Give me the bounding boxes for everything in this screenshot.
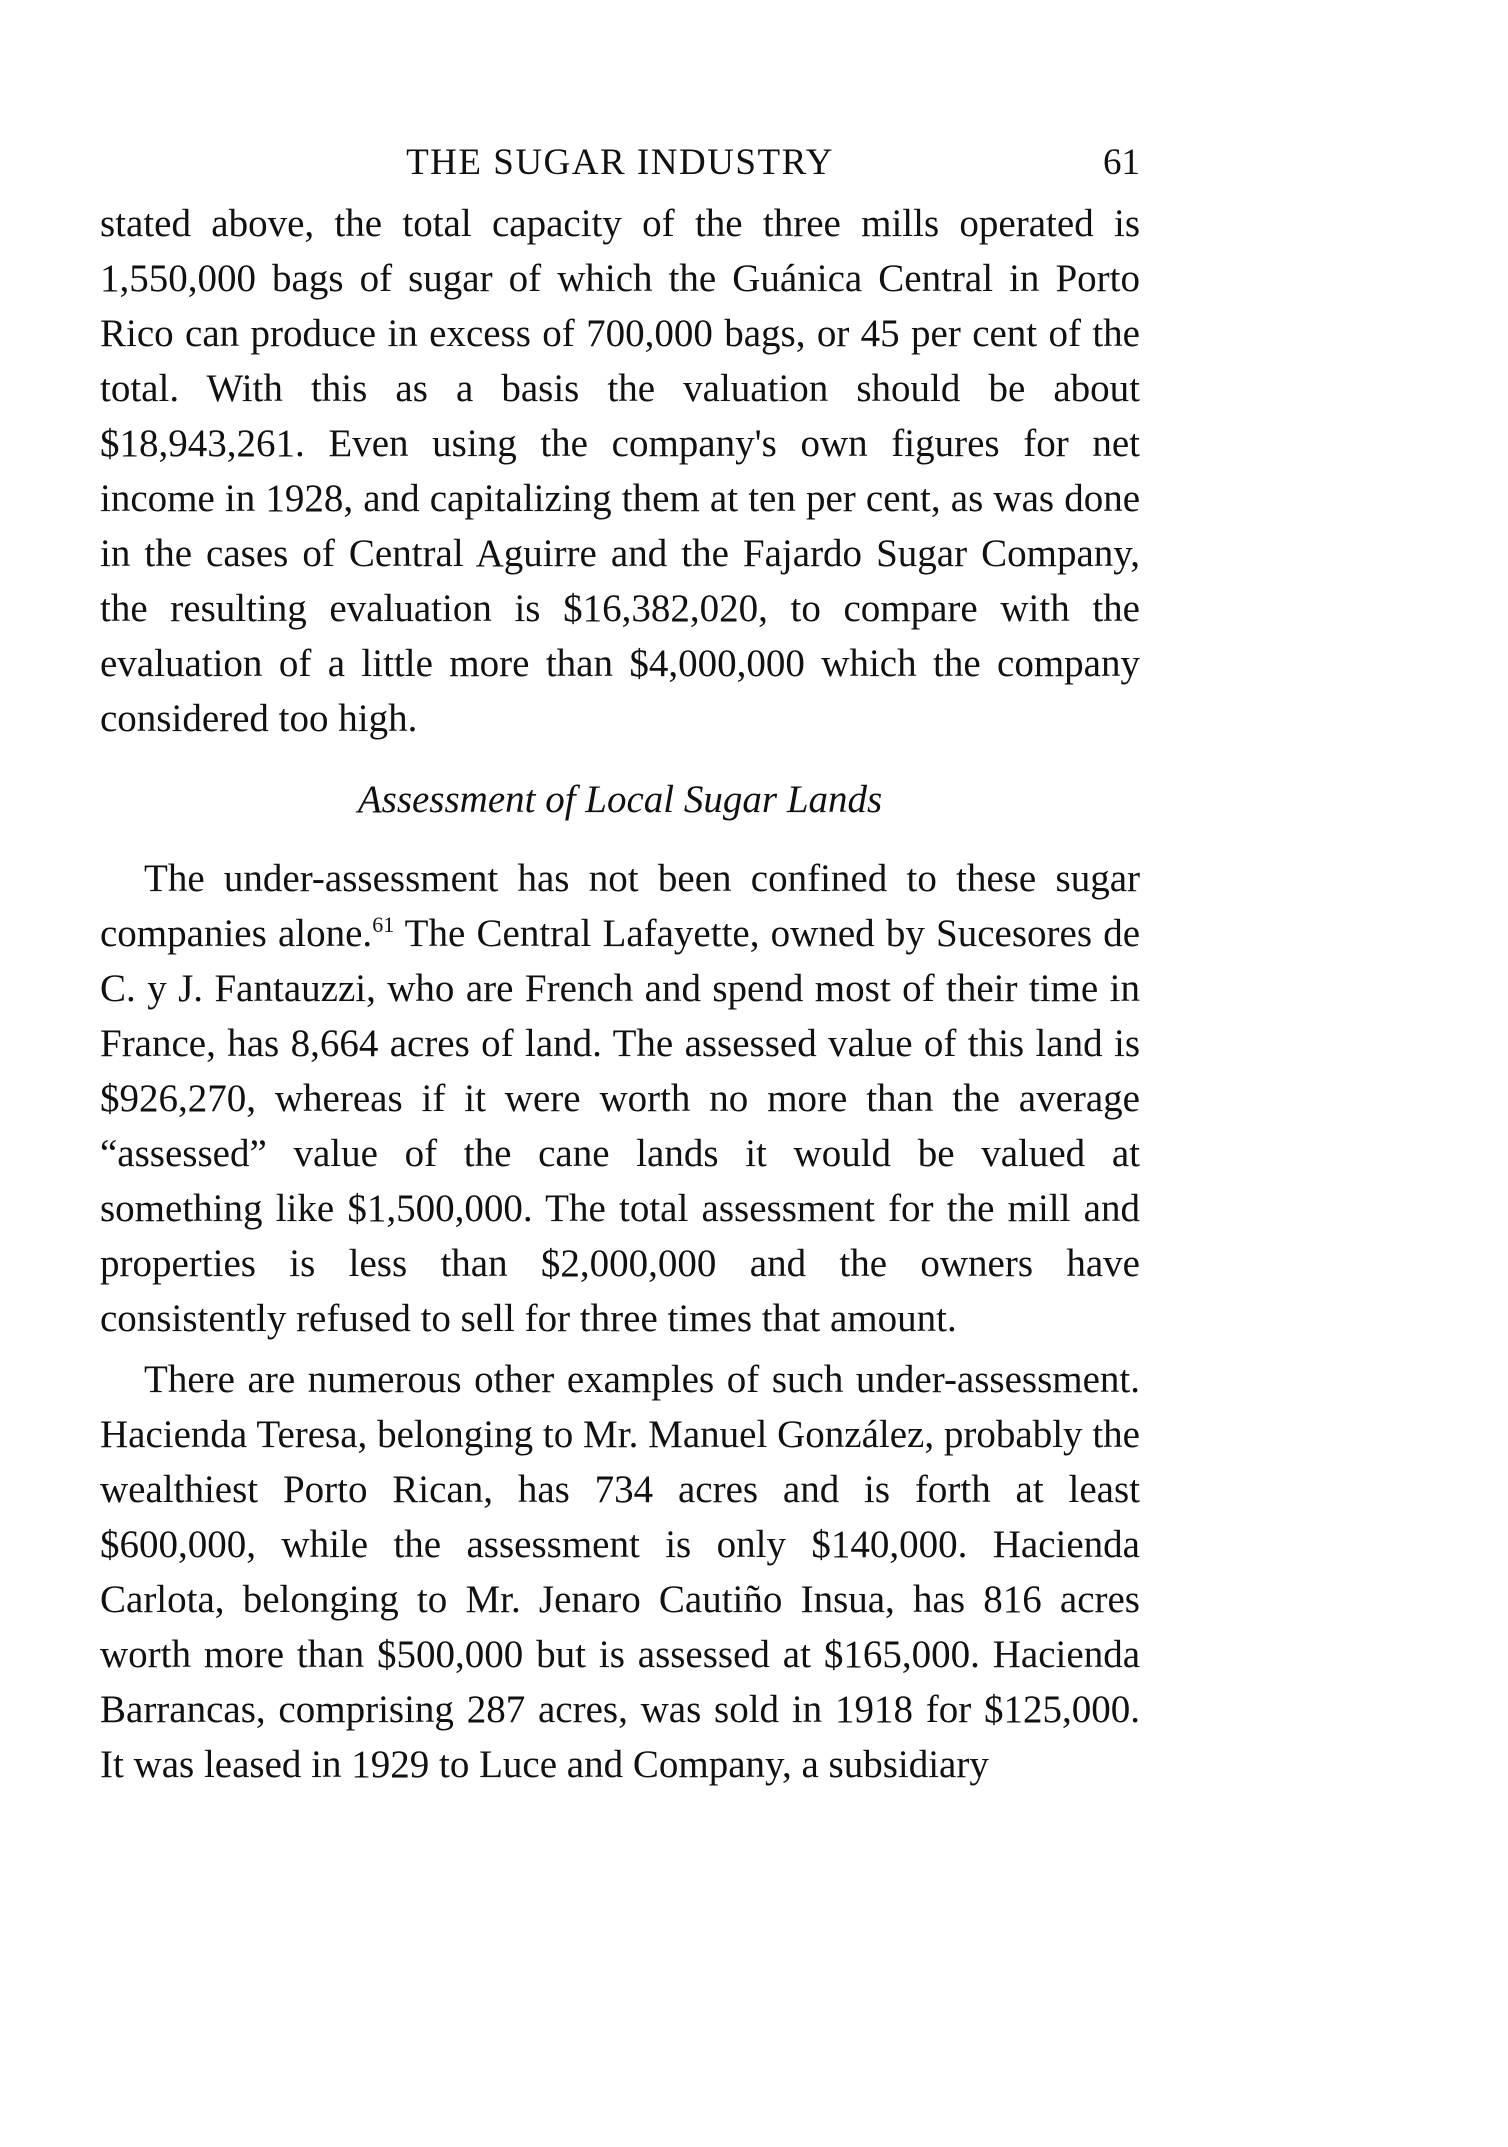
section-heading: Assessment of Local Sugar Lands [357,778,883,821]
paragraph-under-assessment [100,851,1140,1346]
paragraph-text-after-note: The Central Lafayette, owned by Sucesores de C. y J. Fantauzzi, who are French and spend most of their time in France, has 8,664 acres of land. The assessed value of this land is $926,270, whereas if it were worth no more than the average “assessed” value of the cane lands it would be valued at something like $1,500,000. The total assessment for the mill and properties is less than $2,000,000 and the owners have consistently refused to sell for three times that amount. [100,912,1141,1340]
paragraph-other-examples: There are numerous other examples of such under-assessment. Hacienda Teresa, belonging to Mr. Manuel González, probably the wealthiest Porto Rican, has 734 acres and is forth at least $600,000, while the assessment is only $140,000. Hacienda Carlota, belonging to Mr. Jenaro Cautiño Insua, has 816 acres worth more than $500,000 but is assessed at $165,000. Hacienda Barrancas, comprising 287 acres, was sold in 1918 for $125,000. It was leased in 1929 to Luce and Company, a subsidiary [100,1358,1140,1786]
running-head [100,140,1140,186]
page-number: 61 [1103,142,1140,183]
paragraph-continued: stated above, the total capacity of the three mills operated is 1,550,000 bags of sugar of which the Guánica Central in Porto Rico can produce in excess of 700,000 bags, or 45 per cent of the total. With this as a basis the valuation should be about $18,943,261. Even using the company's own figures for net income in 1928, and capitalizing them at ten per cent, as was done in the cases of Central Aguirre and the Fajardo Sugar Company, the resulting evaluation is $16,382,020, to compare with the evaluation of a little more than $4,000,000 which the company considered too high. [100,202,1140,740]
footnote-reference[interactable]: 61 [372,912,395,937]
paragraph-text-before-note: The under-assessment has not been confined to these sugar companies alone. [100,857,1140,955]
running-title: THE SUGAR INDUSTRY [406,142,834,183]
body-text [100,196,1140,1792]
